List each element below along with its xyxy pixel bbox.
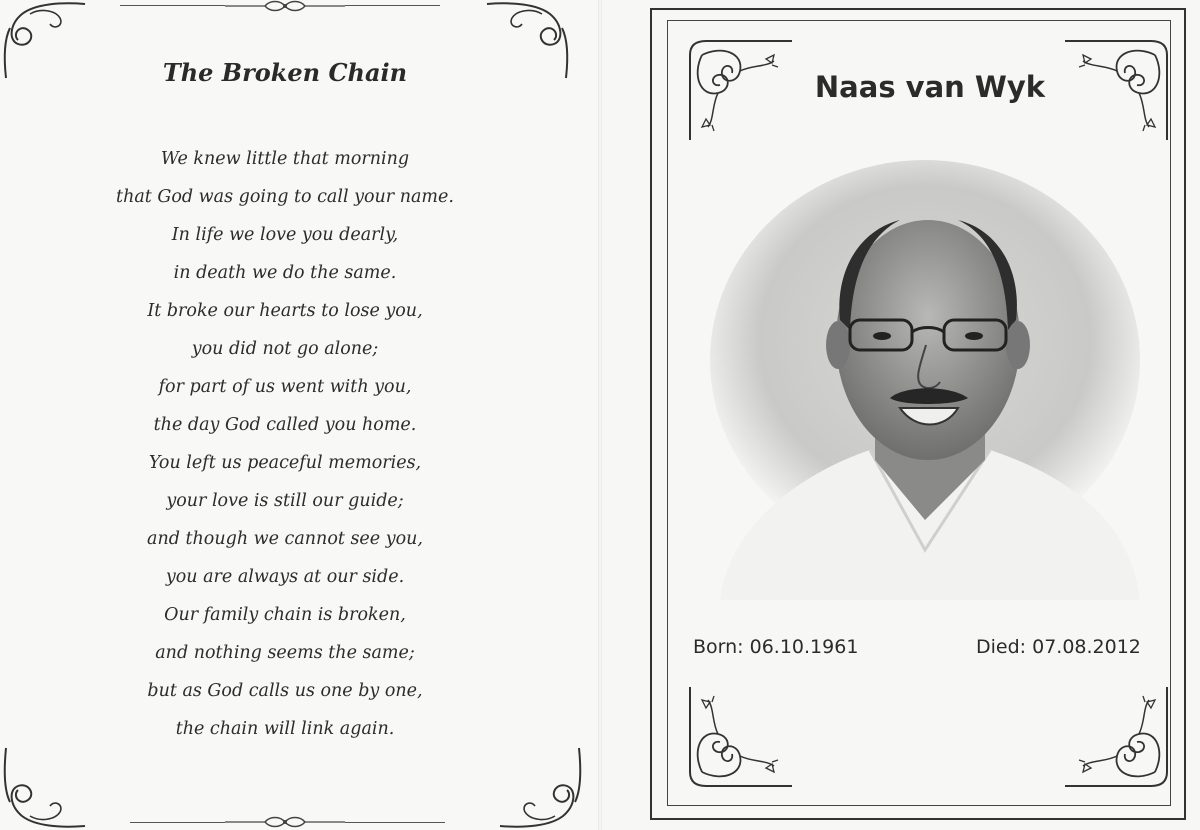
poem-line: It broke our hearts to lose you, [147,301,423,321]
scroll-divider-icon [225,0,345,14]
poem-line: you did not go alone; [191,339,379,359]
poem-line: Our family chain is broken, [164,605,406,625]
poem-line: We knew little that morning [160,149,410,169]
portrait-photo [700,160,1150,600]
poem-body [60,140,510,748]
top-rule-left [120,5,225,6]
flourish-scroll-icon [682,682,797,792]
birth-date: Born: 06.10.1961 [693,636,859,658]
bottom-rule-right [345,822,445,823]
poem-line: the chain will link again. [175,719,395,739]
bottom-rule-left [130,822,225,823]
poem-line: for part of us went with you, [158,377,412,397]
poem-title: The Broken Chain [162,58,408,87]
flourish-scroll-icon [1060,682,1175,792]
flourish-scroll-icon [495,745,585,830]
poem-line: but as God calls us one by one, [147,681,423,701]
flourish-scroll-icon [0,745,90,830]
poem-line: in death we do the same. [173,263,397,283]
flourish-scroll-icon [0,0,90,80]
death-date: Died: 07.08.2012 [976,636,1141,658]
scroll-divider-icon [225,815,345,829]
flourish-scroll-icon [482,0,572,80]
top-rule-right [345,5,440,6]
poem-line: you are always at our side. [165,567,405,587]
poem-line: and nothing seems the same; [155,643,415,663]
poem-line: that God was going to call your name. [116,187,454,207]
poem-line: In life we love you dearly, [171,225,399,245]
poem-line: and though we cannot see you, [147,529,423,549]
poem-line: your love is still our guide; [166,491,404,511]
deceased-name: Naas van Wyk [814,70,1046,104]
poem-line: You left us peaceful memories, [148,453,422,473]
poem-line: the day God called you home. [153,415,417,435]
